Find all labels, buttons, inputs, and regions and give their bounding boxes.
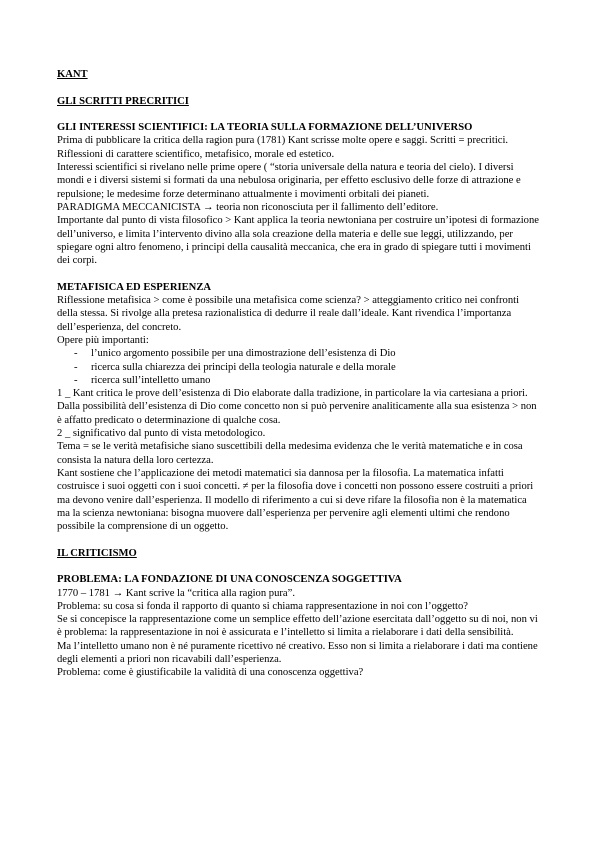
paragraph: Opere più importanti:	[57, 334, 149, 346]
list-item	[57, 347, 541, 360]
list-item-text: ricerca sull’intelletto umano	[91, 374, 211, 386]
paragraph: Ma l’intelletto umano non è né puramente ricettivo né creativo. Esso non si limita a rielaborare i dati ma contiene degli elementi a priori non ricavabili dall’esperienza.	[57, 640, 538, 666]
paragraph: Prima di pubblicare la critica della ragion pura (1781) Kant scrisse molte opere e saggi. Scritti = precritici. Riflessioni di carattere scientifico, metafisico, morale ed estetico.	[57, 135, 509, 160]
subheading-interessi: GLI INTERESSI SCIENTIFICI: LA TEORIA SULLA FORMAZIONE DELL’UNIVERSO	[57, 122, 473, 134]
paragraph: PARADIGMA MECCANICISTA → teoria non riconosciuta per il fallimento dell’editore.	[57, 201, 439, 213]
paragraph: Importante dal punto di vista filosofico > Kant applica la teoria newtoniana per costruire un’ipotesi di formazione dell’universo, e limita l’intervento divino alla sola creazione della materia e delle sue leggi, utilizzando, per spiegare ogni altro fenomeno, i principi della causalità meccanica, che era in grado di spiegare tutti i movimenti dei corpi.	[57, 215, 539, 267]
paragraph: 2 _ significativo dal punto di vista metodologico.	[57, 428, 266, 440]
section-heading-criticismo: IL CRITICISMO	[57, 547, 137, 559]
list-item	[57, 374, 541, 387]
paragraph: Problema: come è giustificabile la validità di una conoscenza oggettiva?	[57, 667, 364, 679]
document-body	[57, 68, 541, 680]
paragraph: Kant sostiene che l’applicazione dei metodi matematici sia dannosa per la filosofia. La matematica infatti costruisce i suoi oggetti con i suoi concetti. ≠ per la filosofia dove i concetti non possono essere costruiti a priori ma devono venire dall’esperienza. Il modello di riferimento a cui si deve rifare la filosofia non è la matematica ma la scienza newtoniana: bisogna muovere dall’esperienza per pervenire agli elementi ultimi che rendono possibile la comprensione di un oggetto.	[57, 467, 534, 533]
subheading-metafisica: METAFISICA ED ESPERIENZA	[57, 281, 212, 293]
section-heading-precritici: GLI SCRITTI PRECRITICI	[57, 95, 189, 107]
paragraph: 1 _ Kant critica le prove dell’esistenza di Dio elaborate dalla tradizione, in particolare la via cartesiana a priori. Dalla possibilità dell’esistenza di Dio come concetto non si può pervenire analiticamente alla sua esistenza > non è affatto predicato o determinazione di qualche cosa.	[57, 388, 537, 426]
bullet-dash: -	[74, 361, 78, 373]
paragraph: Se si concepisce la rappresentazione come un semplice effetto dell’azione esercitata dall’oggetto su di noi, non vi è problema: la rappresentazione in noi è assicurata e l’intelletto si limita a rielaborare i dati della sensibilità.	[57, 614, 538, 639]
paragraph: Riflessione metafisica > come è possibile una metafisica come scienza? > atteggiamento critico nei confronti della stessa. Si rivolge alla pretesa razionalistica di dedurre il reale dall’ideale. Kant rivendica l’importanza dell’esperienza, del concreto.	[57, 295, 520, 333]
paragraph: Problema: su cosa si fonda il rapporto di quanto si chiama rappresentazione in noi con l’oggetto?	[57, 600, 468, 612]
subheading-problema: PROBLEMA: LA FONDAZIONE DI UNA CONOSCENZA SOGGETTIVA	[57, 574, 402, 586]
list-item-text: l’unico argomento possibile per una dimostrazione dell’esistenza di Dio	[91, 348, 396, 360]
bullet-dash: -	[74, 348, 78, 360]
list-item-text: ricerca sulla chiarezza dei principi della teologia naturale e della morale	[91, 361, 396, 373]
paragraph: Interessi scientifici si rivelano nelle prime opere ( “storia universale della natura e teoria del cielo). I diversi mondi e i diversi sistemi si formati da una nebulosa originaria, per effetto esclusivo delle forze di attrazione e repulsione; le medesime forze determinano attualmente i movimenti orbitali dei pianeti.	[57, 162, 521, 200]
paragraph: 1770 – 1781 → Kant scrive la “critica alla ragion pura”.	[57, 587, 295, 599]
list-item	[57, 361, 541, 374]
bullet-dash: -	[74, 374, 78, 386]
paragraph: Tema = se le verità metafisiche siano suscettibili della medesima evidenza che le verità matematiche e in cosa consista la natura della loro certezza.	[57, 441, 523, 466]
opere-list	[57, 347, 541, 387]
document-title: KANT	[57, 69, 88, 80]
